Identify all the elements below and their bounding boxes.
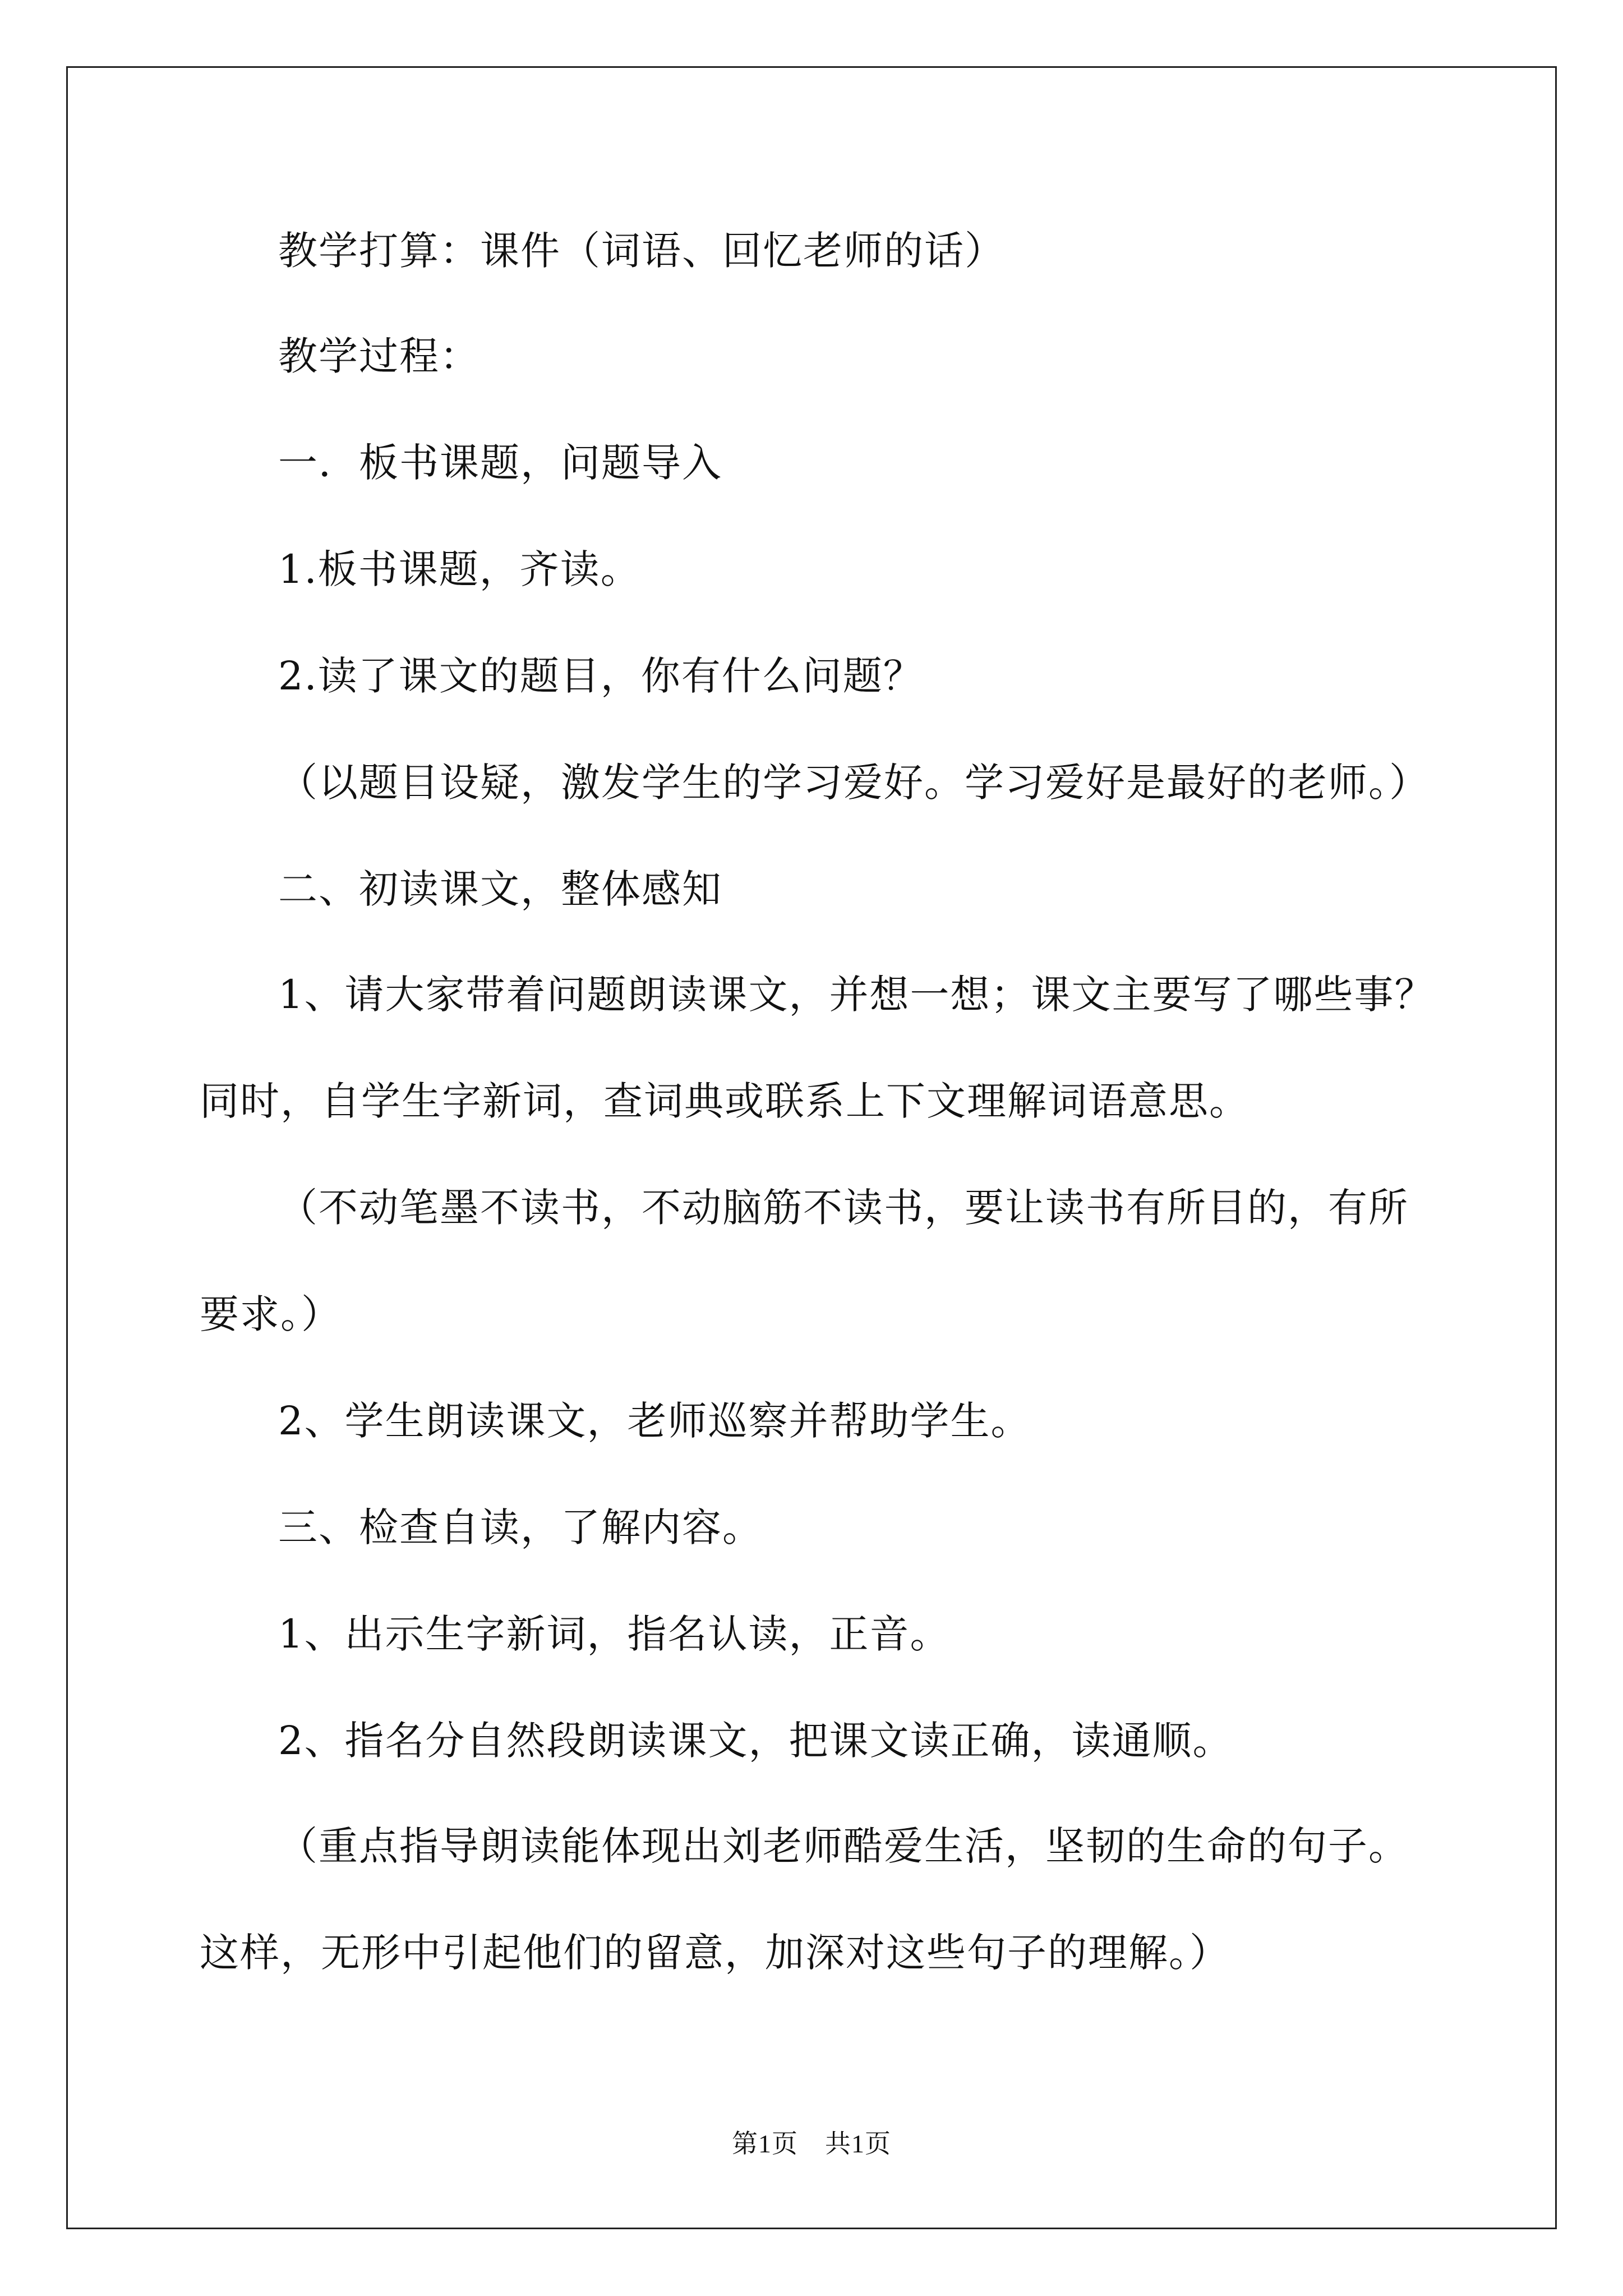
paragraph-note-3-line2: 这样，无形中引起他们的留意，加深对这些句子的理解。） bbox=[200, 1930, 1230, 1976]
paragraph-item-1-1: 1.板书课题，齐读。 bbox=[278, 546, 641, 592]
paragraph-item-2-1-line2: 同时，自学生字新词，查词典或联系上下文理解词语意思。 bbox=[200, 1078, 1249, 1124]
paragraph-item-3-2: 2、指名分自然段朗读课文，把课文读正确，读通顺。 bbox=[278, 1718, 1233, 1764]
page-border bbox=[66, 66, 1557, 2229]
page-number-current: 第1页 bbox=[732, 2129, 798, 2158]
heading-section-2: 二、初读课文，整体感知 bbox=[278, 866, 722, 912]
paragraph-note-3-line1: （重点指导朗读能体现出刘老师酷爱生活，坚韧的生命的句子。 bbox=[278, 1823, 1409, 1869]
paragraph-item-1-2: 2.读了课文的题目，你有什么问题？ bbox=[278, 653, 924, 699]
paragraph-item-2-1-line1: 1、请大家带着问题朗读课文，并想一想；课文主要写了哪些事？ bbox=[278, 972, 1435, 1018]
paragraph-note-1: （以题目设疑，激发学生的学习爱好。学习爱好是最好的老师。） bbox=[278, 760, 1430, 806]
paragraph-teaching-process: 教学过程： bbox=[278, 333, 480, 379]
paragraph-item-2-2: 2、学生朗读课文，老师巡察并帮助学生。 bbox=[278, 1398, 1031, 1444]
heading-section-1: 一．板书课题，问题导入 bbox=[278, 440, 722, 486]
paragraph-note-2-line2: 要求。） bbox=[200, 1291, 342, 1337]
paragraph-note-2-line1: （不动笔墨不读书，不动脑筋不读书，要让读书有所目的，有所 bbox=[278, 1185, 1409, 1231]
page-number-total: 共1页 bbox=[825, 2129, 891, 2158]
heading-section-3: 三、检查自读，了解内容。 bbox=[278, 1504, 763, 1550]
page-footer bbox=[0, 2127, 1623, 2161]
paragraph-teaching-prep: 教学打算：课件（词语、回忆老师的话） bbox=[278, 228, 1005, 274]
paragraph-item-3-1: 1、出示生字新词，指名认读，正音。 bbox=[278, 1611, 951, 1657]
